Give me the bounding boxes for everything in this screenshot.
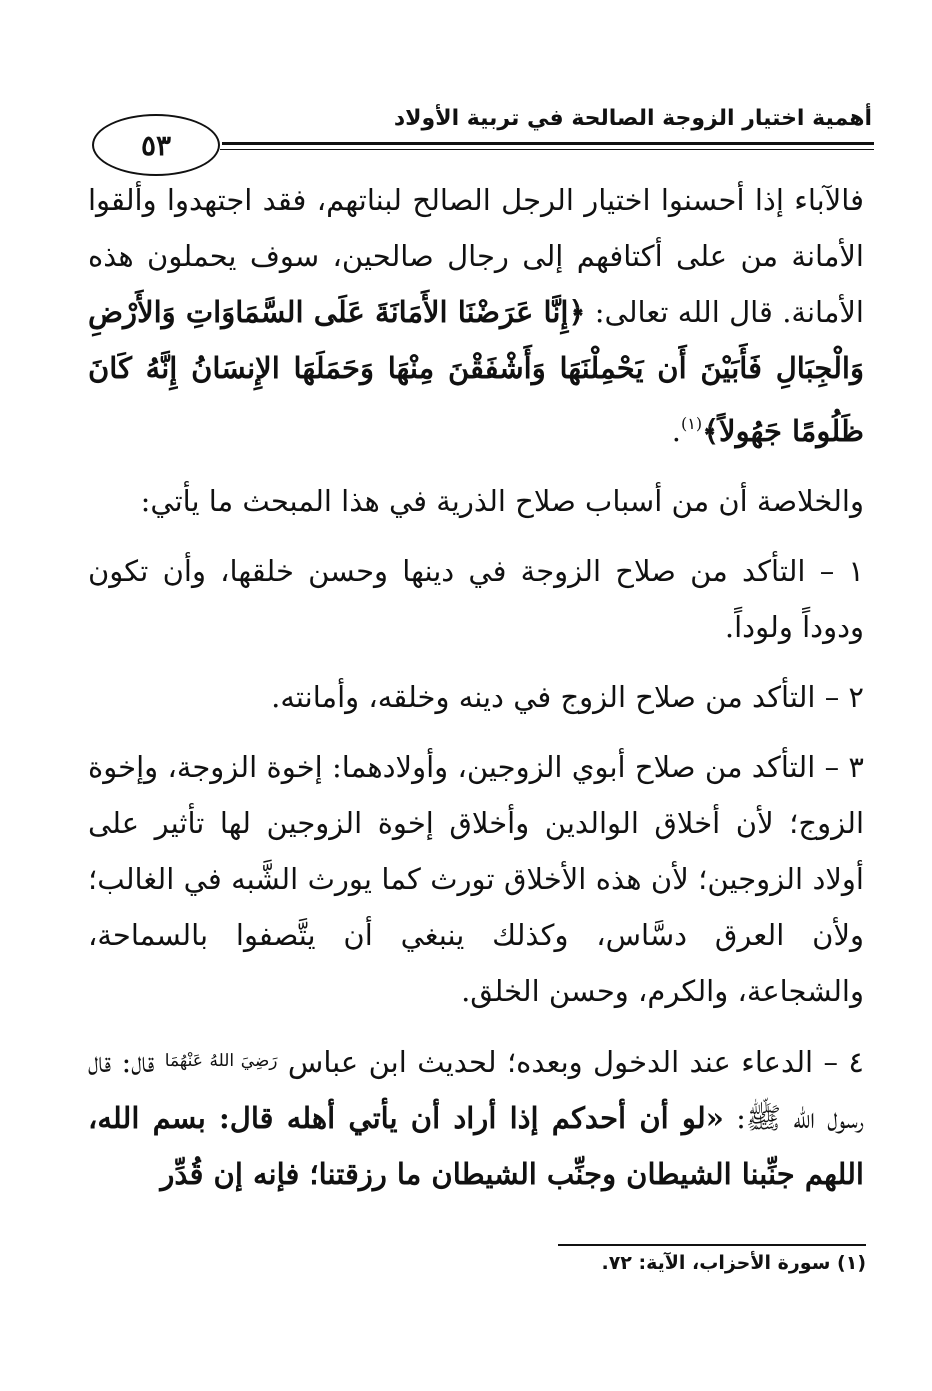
hadith-quote: «لو أن أحدكم إذا أراد أن يأتي أهله قال: بسم الله، اللهم جنِّبنا الشيطان وجنِّب الشيطان ما رزقتنا؛ فإنه إن قُدِّر <box>88 1101 864 1191</box>
running-header-title: أهمية اختيار الزوجة الصالحة في تربية الأولاد <box>393 106 872 131</box>
list-item-4-colon: : <box>723 1101 746 1135</box>
footnote-1: (١) سورة الأحزاب، الآية: ٧٢. <box>601 1252 866 1274</box>
list-item-4 <box>88 1033 864 1202</box>
honorific-salallahu: ﷺ <box>745 1101 781 1135</box>
footnote-reference: (١) <box>680 414 703 433</box>
list-item-3: ٣ – التأكد من صلاح أبوي الزوجين، وأولادهما: إخوة الزوجة، وإخوة الزوج؛ لأن أخلاق الوالدين وأخلاق إخوة الزوجين لها تأثير على أولاد الزوجين؛ لأن هذه الأخلاق تورث كما يورث الشَّبه في الغالب؛ ولأن العرق دسَّاس، وكذلك ينبغي أن يتَّصفوا بالسماحة، والشجاعة، والكرم، وحسن الخلق. <box>88 750 864 1008</box>
body-text <box>88 172 864 1216</box>
header-rule-thin <box>220 149 874 150</box>
list-item-4-start: ٤ – الدعاء عند الدخول وبعده؛ لحديث ابن عباس <box>277 1045 864 1079</box>
header-rule <box>222 142 874 145</box>
honorific-radiallahu: رَضِيَ اللهُ عَنْهُمَا <box>164 1051 278 1071</box>
paragraph-summary: والخلاصة أن من أسباب صلاح الذرية في هذا المبحث ما يأتي: <box>140 484 864 518</box>
list-item-4-mid: قال: قال رسول الله <box>88 1045 864 1135</box>
footnote-separator <box>558 1244 866 1246</box>
list-item-1: ١ – التأكد من صلاح الزوجة في دينها وحسن خلقها، وأن تكون ودوداً ولوداً. <box>88 554 864 644</box>
paragraph-text: فالآباء إذا أحسنوا اختيار الرجل الصالح لبناتهم، فقد اجتهدوا وألقوا الأمانة من على أكتافهم إلى رجال صالحين، سوف يحملون هذه الأمانة. قال الله تعالى: <box>88 183 864 329</box>
page-number-text: ٥٣ <box>140 128 172 162</box>
page-number <box>92 114 220 176</box>
quran-verse: ﴿إِنَّا عَرَضْنَا الأَمَانَةَ عَلَى السَّمَاوَاتِ وَالأَرْضِ وَالْجِبَالِ فَأَبَيْنَ أَن يَحْمِلْنَهَا وَأَشْفَقْنَ مِنْهَا وَحَمَلَهَا الإِنسَانُ إِنَّهُ كَانَ ظَلُومًا جَهُولاً﴾ <box>88 295 864 448</box>
paragraph-quran-citation <box>88 172 864 459</box>
list-item-2: ٢ – التأكد من صلاح الزوج في دينه وخلقه، وأمانته. <box>271 680 864 714</box>
sentence-end: . <box>671 414 681 448</box>
